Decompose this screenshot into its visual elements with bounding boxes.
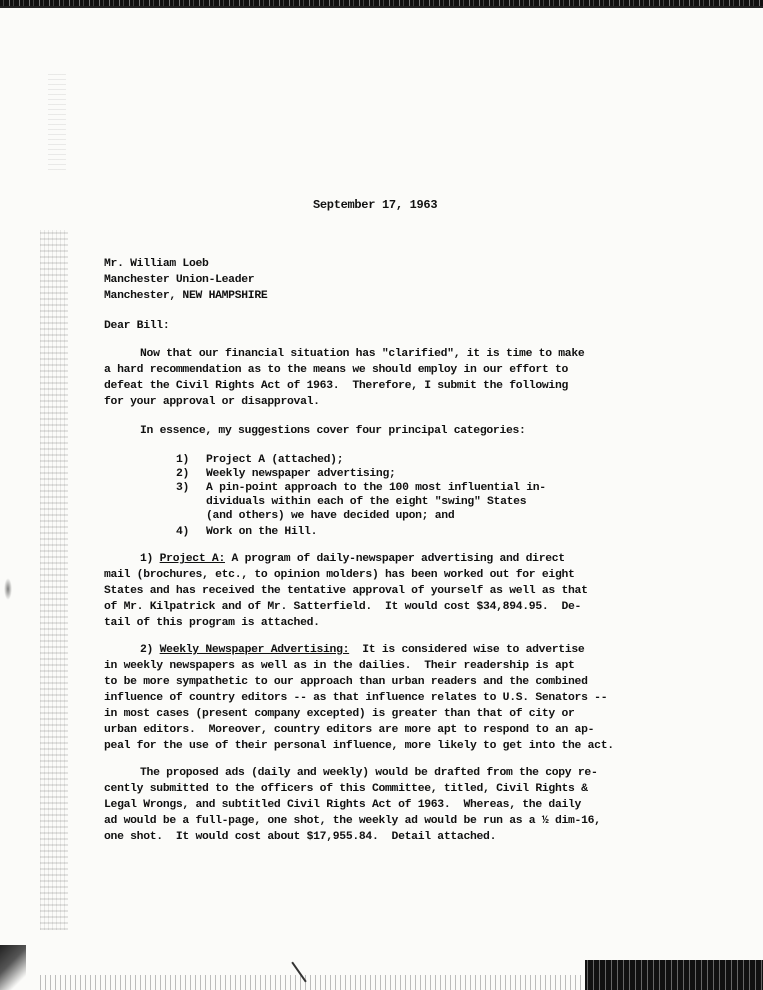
section3-line: ad would be a full-page, one shot, the weekly ad would be run as a ½ dim-16, <box>104 815 601 827</box>
intro-line: a hard recommendation as to the means we should employ in our effort to <box>104 364 569 376</box>
categories-intro: In essence, my suggestions cover four principal categories: <box>140 425 526 437</box>
intro-line: Now that our financial situation has "clarified", it is time to make <box>140 348 585 360</box>
list-text: Weekly newspaper advertising; <box>206 468 396 480</box>
address-line: Mr. William Loeb <box>104 258 209 270</box>
list-number: 2) <box>176 468 190 480</box>
list-text: Project A (attached); <box>206 454 344 466</box>
list-number: 4) <box>176 526 190 538</box>
section3-line: Legal Wrongs, and subtitled Civil Rights Act of 1963. Whereas, the daily <box>104 799 582 811</box>
section1-line: mail (brochures, etc., to opinion molders) has been worked out for eight <box>104 569 575 581</box>
list-text: Work on the Hill. <box>206 526 318 538</box>
list-text: dividuals within each of the eight "swing" States <box>206 496 527 508</box>
section1-heading: Project A: <box>159 553 225 565</box>
section1-line: tail of this program is attached. <box>104 617 320 629</box>
section3-line: cently submitted to the officers of this Committee, titled, Civil Rights & <box>104 783 588 795</box>
list-number: 3) <box>176 482 190 494</box>
section1-line: States and has received the tentative approval of yourself as well as that <box>104 585 588 597</box>
section2-line: to be more sympathetic to our approach than urban readers and the combined <box>104 676 588 688</box>
section2-first-line-text: It is considered wise to advertise <box>349 644 585 656</box>
section2-line: urban editors. Moreover, country editors are more apt to respond to an ap- <box>104 724 595 736</box>
list-item <box>176 524 317 541</box>
section2-first-line <box>140 642 584 659</box>
letter-date: September 17, 1963 <box>313 198 438 212</box>
section1-line: of Mr. Kilpatrick and of Mr. Satterfield. It would cost $34,894.95. De- <box>104 601 582 613</box>
list-text: (and others) we have decided upon; and <box>206 510 455 522</box>
list-text: A pin-point approach to the 100 most influential in- <box>206 482 546 494</box>
section1-number: 1) <box>140 553 154 565</box>
intro-line: for your approval or disapproval. <box>104 396 320 408</box>
section1-first-line <box>140 551 565 568</box>
list-item-continued <box>176 508 454 525</box>
section2-line: peal for the use of their personal influence, more likely to get into the act. <box>104 740 614 752</box>
list-number: 1) <box>176 454 190 466</box>
section3-line: one shot. It would cost about $17,955.84. Detail attached. <box>104 831 497 843</box>
intro-line: defeat the Civil Rights Act of 1963. Therefore, I submit the following <box>104 380 569 392</box>
section2-number: 2) <box>140 644 154 656</box>
salutation: Dear Bill: <box>104 320 170 332</box>
section2-line: influence of country editors -- as that influence relates to U.S. Senators -- <box>104 692 608 704</box>
address-line: Manchester, NEW HAMPSHIRE <box>104 290 268 302</box>
section3-line: The proposed ads (daily and weekly) would be drafted from the copy re- <box>140 767 598 779</box>
section2-heading: Weekly Newspaper Advertising: <box>159 644 350 656</box>
section2-line: in weekly newspapers as well as in the dailies. Their readership is apt <box>104 660 575 672</box>
address-line: Manchester Union-Leader <box>104 274 255 286</box>
section2-line: in most cases (present company excepted) is greater than that of city or <box>104 708 575 720</box>
section1-first-line-text: A program of daily-newspaper advertising and direct <box>224 553 565 565</box>
